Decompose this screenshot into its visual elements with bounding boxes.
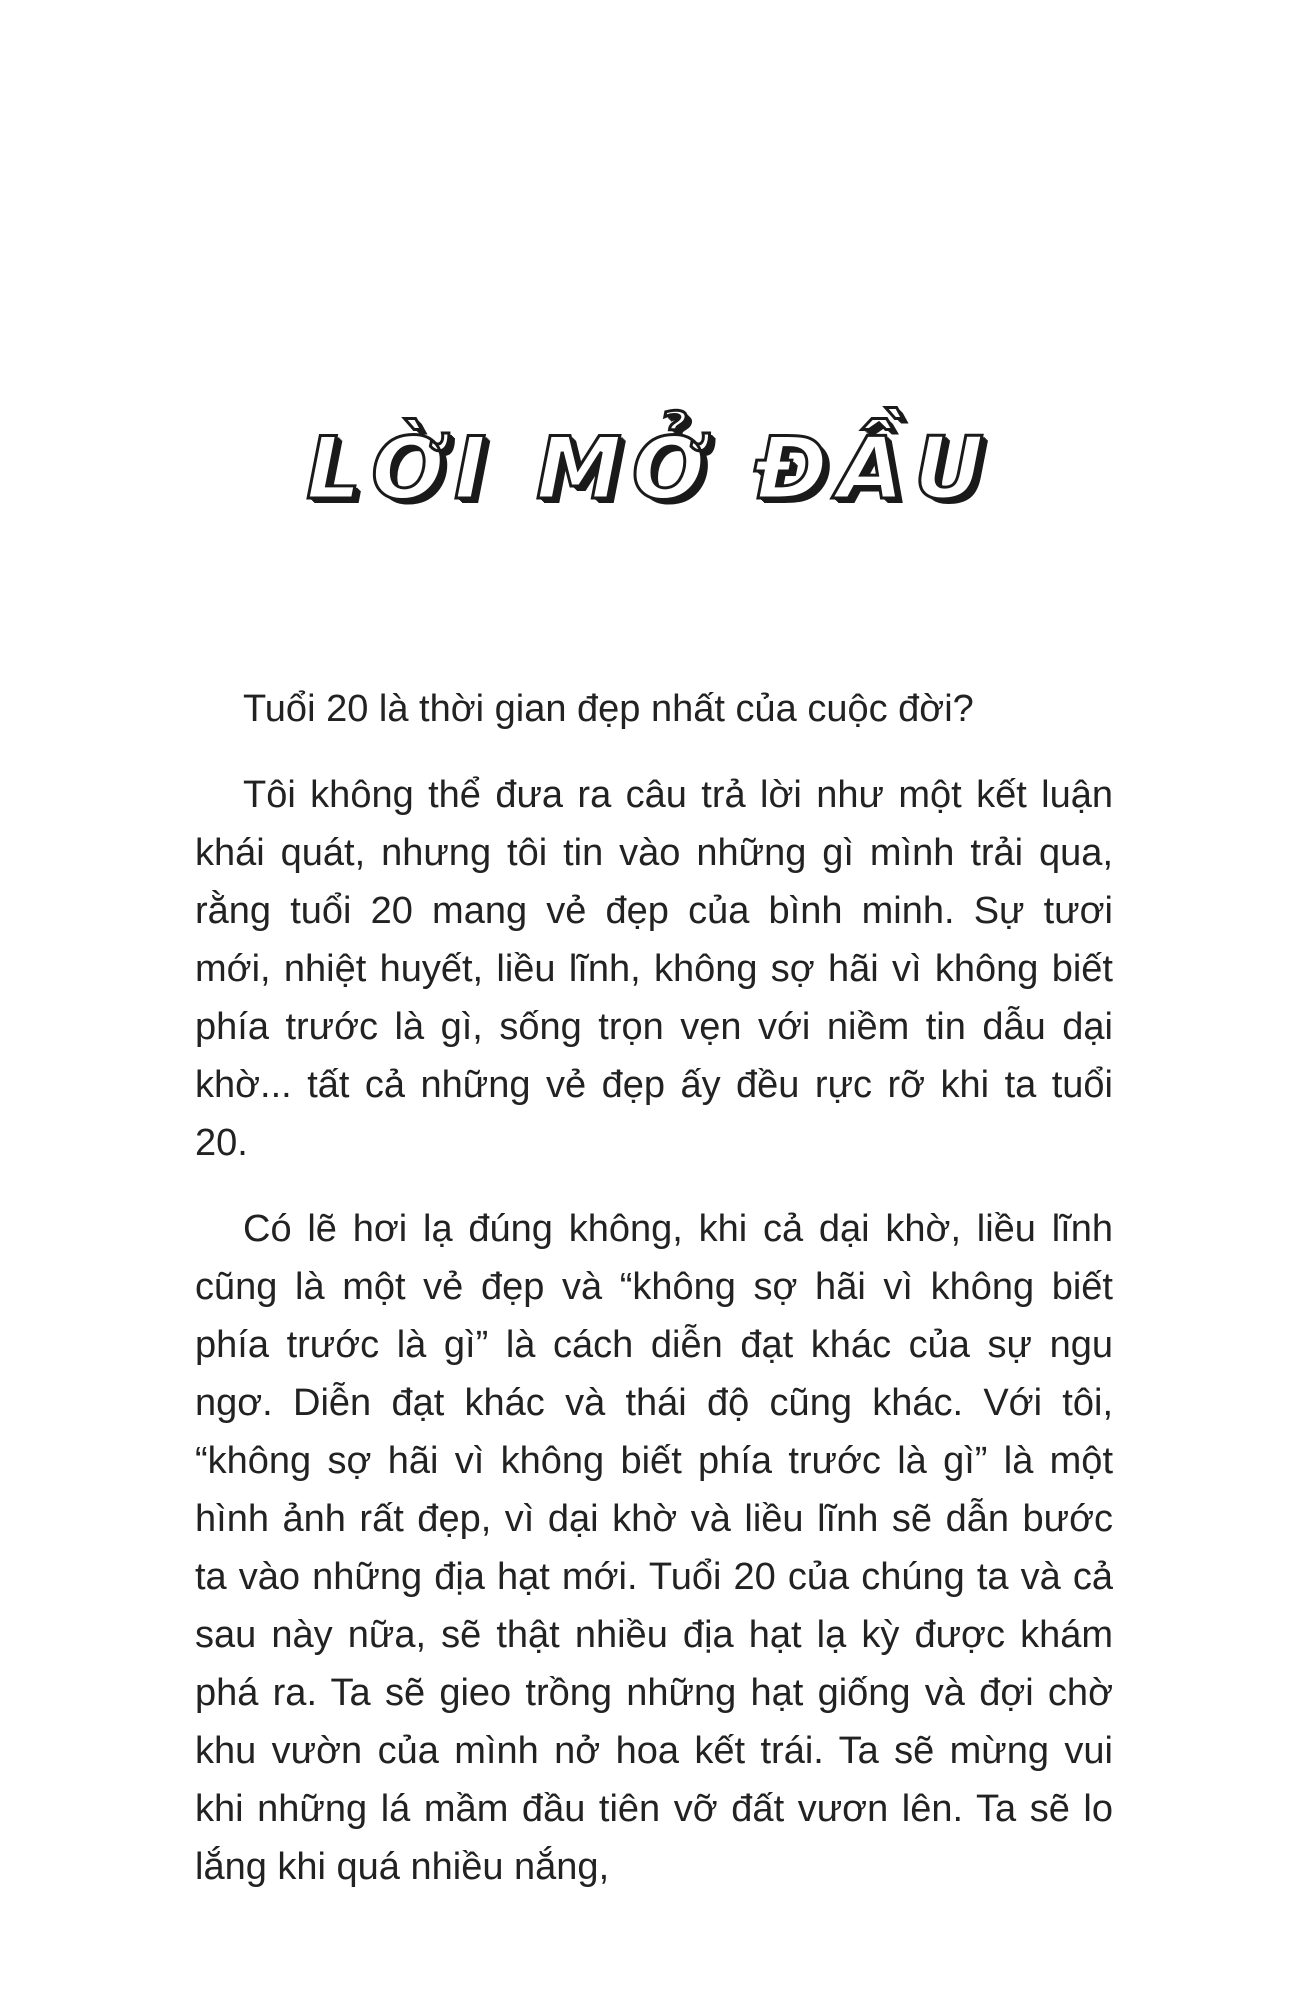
paragraph: Tôi không thể đưa ra câu trả lời như một kết luận khái quát, nhưng tôi tin vào những gì mình trải qua, rằng tuổi 20 mang vẻ đẹp của bình minh. Sự tươi mới, nhiệt huyết, liều lĩnh, không sợ hãi vì không biết phía trước là gì, sống trọn vẹn với niềm tin dẫu dại khờ... tất cả những vẻ đẹp ấy đều rực rỡ khi ta tuổi 20. [195, 774, 1113, 1164]
paragraph: Có lẽ hơi lạ đúng không, khi cả dại khờ, liều lĩnh cũng là một vẻ đẹp và “không sợ hãi vì không biết phía trước là gì” là cách diễn đạt khác của sự ngu ngơ. Diễn đạt khác và thái độ cũng khác. Với tôi, “không sợ hãi vì không biết phía trước là gì” là một hình ảnh rất đẹp, vì dại khờ và liều lĩnh sẽ dẫn bước ta vào những địa hạt mới. Tuổi 20 của chúng ta và cả sau này nữa, sẽ thật nhiều địa hạt lạ kỳ được khám phá ra. Ta sẽ gieo trồng những hạt giống và đợi chờ khu vườn của mình nở hoa kết trái. Ta sẽ mừng vui khi những lá mầm đầu tiên vỡ đất vươn lên. Ta sẽ lo lắng khi quá nhiều nắng, [195, 1208, 1113, 1888]
body-text [195, 680, 1113, 1896]
chapter-title: LỜI MỞ ĐẦU [306, 418, 994, 519]
paragraph: Tuổi 20 là thời gian đẹp nhất của cuộc đời? [243, 688, 974, 730]
